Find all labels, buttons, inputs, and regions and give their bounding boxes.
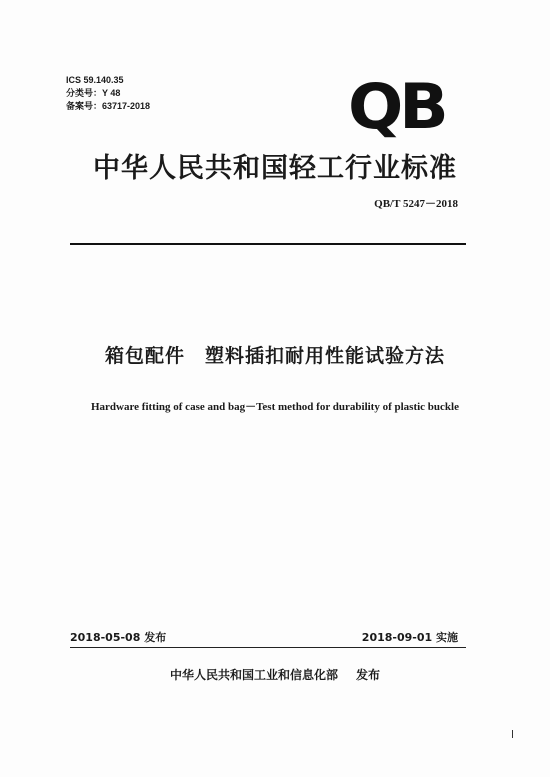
document-title-chinese: 箱包配件 塑料插扣耐用性能试验方法 [104,345,445,367]
document-title-english: Hardware fitting of case and bag－Test method for durability of plastic buckle [90,401,459,413]
standard-category-title: 中华人民共和国轻工行业标准 [93,153,457,184]
publisher-line [0,666,550,683]
ics-code: ICS 59.140.35 [66,75,124,85]
standard-number: QB/T 5247－2018 [374,198,458,210]
qb-logo: QB [348,70,445,143]
header-divider [70,243,466,245]
publisher-action: 发布 [356,668,381,682]
issue-date: 2018-05-08 发布 [70,631,167,644]
classification-block [66,74,150,113]
footer-divider [70,647,466,648]
implementation-date: 2018-09-01 实施 [361,631,458,644]
publisher-name: 中华人民共和国工业和信息化部 [169,668,338,682]
scan-edge-mark [512,730,513,738]
classification-number: 分类号：Y 48 [66,88,121,98]
filing-number: 备案号：63717-2018 [66,101,151,111]
